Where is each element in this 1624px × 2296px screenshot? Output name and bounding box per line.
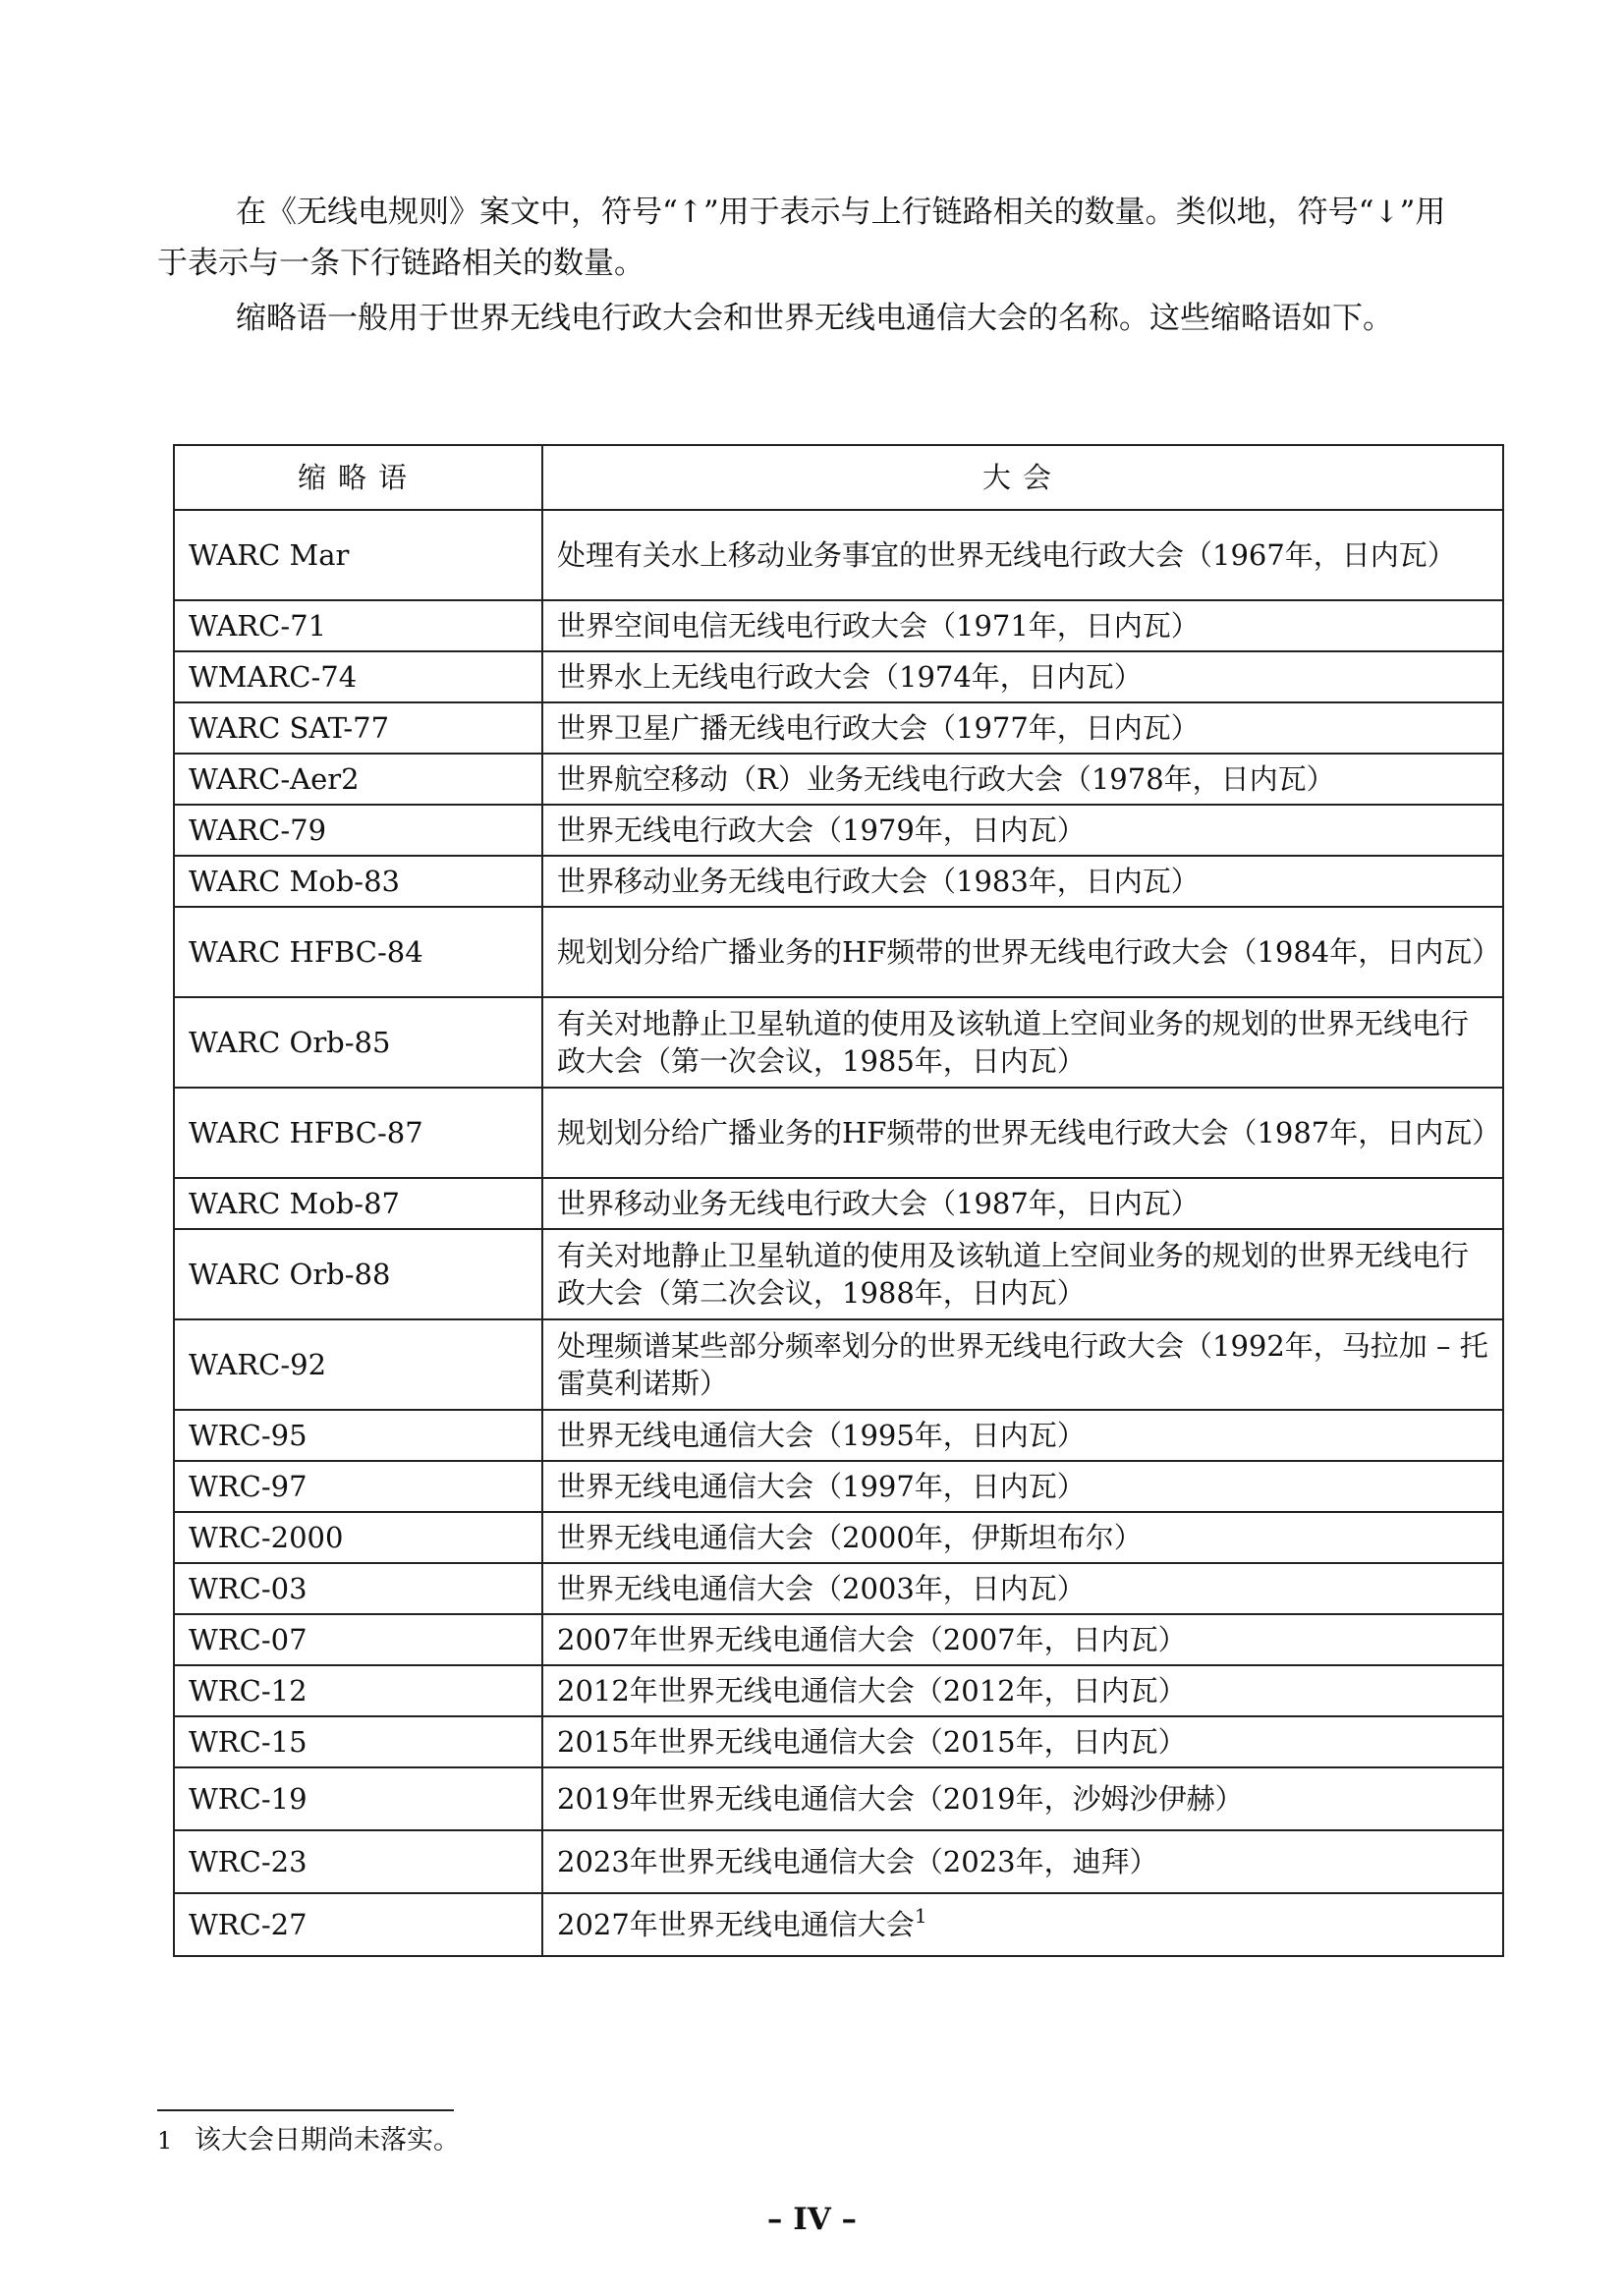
table-row <box>174 651 1503 702</box>
abbr-cell: WARC Mar <box>174 510 542 600</box>
conference-cell: 世界无线电通信大会（1995年，日内瓦） <box>542 1410 1503 1461</box>
table-row <box>174 1614 1503 1665</box>
table-row <box>174 856 1503 907</box>
footnote-text: 该大会日期尚未落实。 <box>195 2125 460 2156</box>
conference-cell: 2012年世界无线电通信大会（2012年，日内瓦） <box>542 1665 1503 1716</box>
table-row <box>174 510 1503 600</box>
abbr-cell: WARC Mob-87 <box>174 1178 542 1229</box>
header-abbreviation: 缩略语 <box>174 445 542 510</box>
footnote-separator <box>157 2109 454 2111</box>
table-row <box>174 600 1503 651</box>
abbr-cell: WARC-79 <box>174 805 542 856</box>
conference-cell: 有关对地静止卫星轨道的使用及该轨道上空间业务的规划的世界无线电行政大会（第二次会议，1988年，日内瓦） <box>542 1229 1503 1319</box>
table-row <box>174 907 1503 997</box>
conference-cell: 处理频谱某些部分频率划分的世界无线电行政大会（1992年，马拉加 – 托雷莫利诺斯） <box>542 1319 1503 1410</box>
conference-cell: 世界无线电通信大会（2000年，伊斯坦布尔） <box>542 1512 1503 1563</box>
abbr-cell: WRC-95 <box>174 1410 542 1461</box>
conference-cell: 世界移动业务无线电行政大会（1987年，日内瓦） <box>542 1178 1503 1229</box>
abbr-cell: WARC-71 <box>174 600 542 651</box>
table-row <box>174 1088 1503 1178</box>
table-row <box>174 805 1503 856</box>
conference-cell: 规划划分给广播业务的HF频带的世界无线电行政大会（1984年，日内瓦） <box>542 907 1503 997</box>
table-row <box>174 1319 1503 1410</box>
abbr-cell: WRC-97 <box>174 1461 542 1512</box>
abbr-cell: WARC HFBC-87 <box>174 1088 542 1178</box>
abbr-cell: WRC-03 <box>174 1563 542 1614</box>
conference-abbreviation-table <box>173 444 1504 1957</box>
table-row <box>174 1461 1503 1512</box>
abbr-cell: WMARC-74 <box>174 651 542 702</box>
conference-cell: 世界卫星广播无线电行政大会（1977年，日内瓦） <box>542 702 1503 754</box>
abbr-cell: WARC Orb-88 <box>174 1229 542 1319</box>
table-row <box>174 702 1503 754</box>
table-row <box>174 1512 1503 1563</box>
conference-cell: 2015年世界无线电通信大会（2015年，日内瓦） <box>542 1716 1503 1767</box>
header-conference: 大会 <box>542 445 1503 510</box>
conference-cell: 世界移动业务无线电行政大会（1983年，日内瓦） <box>542 856 1503 907</box>
intro-paragraph-abbreviations: 缩略语一般用于世界无线电行政大会和世界无线电通信大会的名称。这些缩略语如下。 <box>236 301 1393 336</box>
conference-cell: 世界水上无线电行政大会（1974年，日内瓦） <box>542 651 1503 702</box>
abbr-cell: WARC Orb-85 <box>174 997 542 1088</box>
conference-cell: 世界无线电通信大会（2003年，日内瓦） <box>542 1563 1503 1614</box>
conference-cell: 处理有关水上移动业务事宜的世界无线电行政大会（1967年，日内瓦） <box>542 510 1503 600</box>
footnote-reference: 1 <box>914 1904 927 1928</box>
conference-cell: 2019年世界无线电通信大会（2019年，沙姆沙伊赫） <box>542 1767 1503 1830</box>
table-row <box>174 1563 1503 1614</box>
table-row <box>174 754 1503 805</box>
table-row <box>174 1767 1503 1830</box>
abbr-cell: WRC-2000 <box>174 1512 542 1563</box>
abbr-cell: WRC-23 <box>174 1830 542 1893</box>
conference-cell: 2007年世界无线电通信大会（2007年，日内瓦） <box>542 1614 1503 1665</box>
conference-cell: 世界无线电通信大会（1997年，日内瓦） <box>542 1461 1503 1512</box>
table-row <box>174 1716 1503 1767</box>
abbr-cell: WRC-07 <box>174 1614 542 1665</box>
abbr-cell: WRC-15 <box>174 1716 542 1767</box>
footnote <box>157 2123 460 2158</box>
table-header-row <box>174 445 1503 510</box>
abbr-cell: WARC Mob-83 <box>174 856 542 907</box>
conference-cell: 2023年世界无线电通信大会（2023年，迪拜） <box>542 1830 1503 1893</box>
conference-cell: 世界航空移动（R）业务无线电行政大会（1978年，日内瓦） <box>542 754 1503 805</box>
table-row <box>174 1178 1503 1229</box>
abbr-cell: WARC-92 <box>174 1319 542 1410</box>
conference-cell: 规划划分给广播业务的HF频带的世界无线电行政大会（1987年，日内瓦） <box>542 1088 1503 1178</box>
abbr-cell: WARC HFBC-84 <box>174 907 542 997</box>
conference-text: 2027年世界无线电通信大会 <box>557 1908 915 1941</box>
table-row <box>174 1830 1503 1893</box>
conference-cell: 有关对地静止卫星轨道的使用及该轨道上空间业务的规划的世界无线电行政大会（第一次会议，1985年，日内瓦） <box>542 997 1503 1088</box>
conference-cell: 世界无线电行政大会（1979年，日内瓦） <box>542 805 1503 856</box>
abbr-cell: WARC SAT-77 <box>174 702 542 754</box>
table-row <box>174 1229 1503 1319</box>
table-row <box>174 1410 1503 1461</box>
abbr-cell: WARC-Aer2 <box>174 754 542 805</box>
abbr-cell: WRC-12 <box>174 1665 542 1716</box>
page-number: – IV – <box>766 2202 858 2237</box>
conference-cell: 世界空间电信无线电行政大会（1971年，日内瓦） <box>542 600 1503 651</box>
abbr-cell: WRC-27 <box>174 1893 542 1956</box>
intro-paragraph-arrows: 在《无线电规则》案文中，符号“↑”用于表示与上行链路相关的数量。类似地，符号“↓”用于表示与一条下行链路相关的数量。 <box>157 195 1446 281</box>
table-row <box>174 1665 1503 1716</box>
table-row <box>174 1893 1503 1956</box>
table-row <box>174 997 1503 1088</box>
abbr-cell: WRC-19 <box>174 1767 542 1830</box>
conference-cell <box>542 1893 1503 1956</box>
footnote-number: 1 <box>157 2127 173 2155</box>
